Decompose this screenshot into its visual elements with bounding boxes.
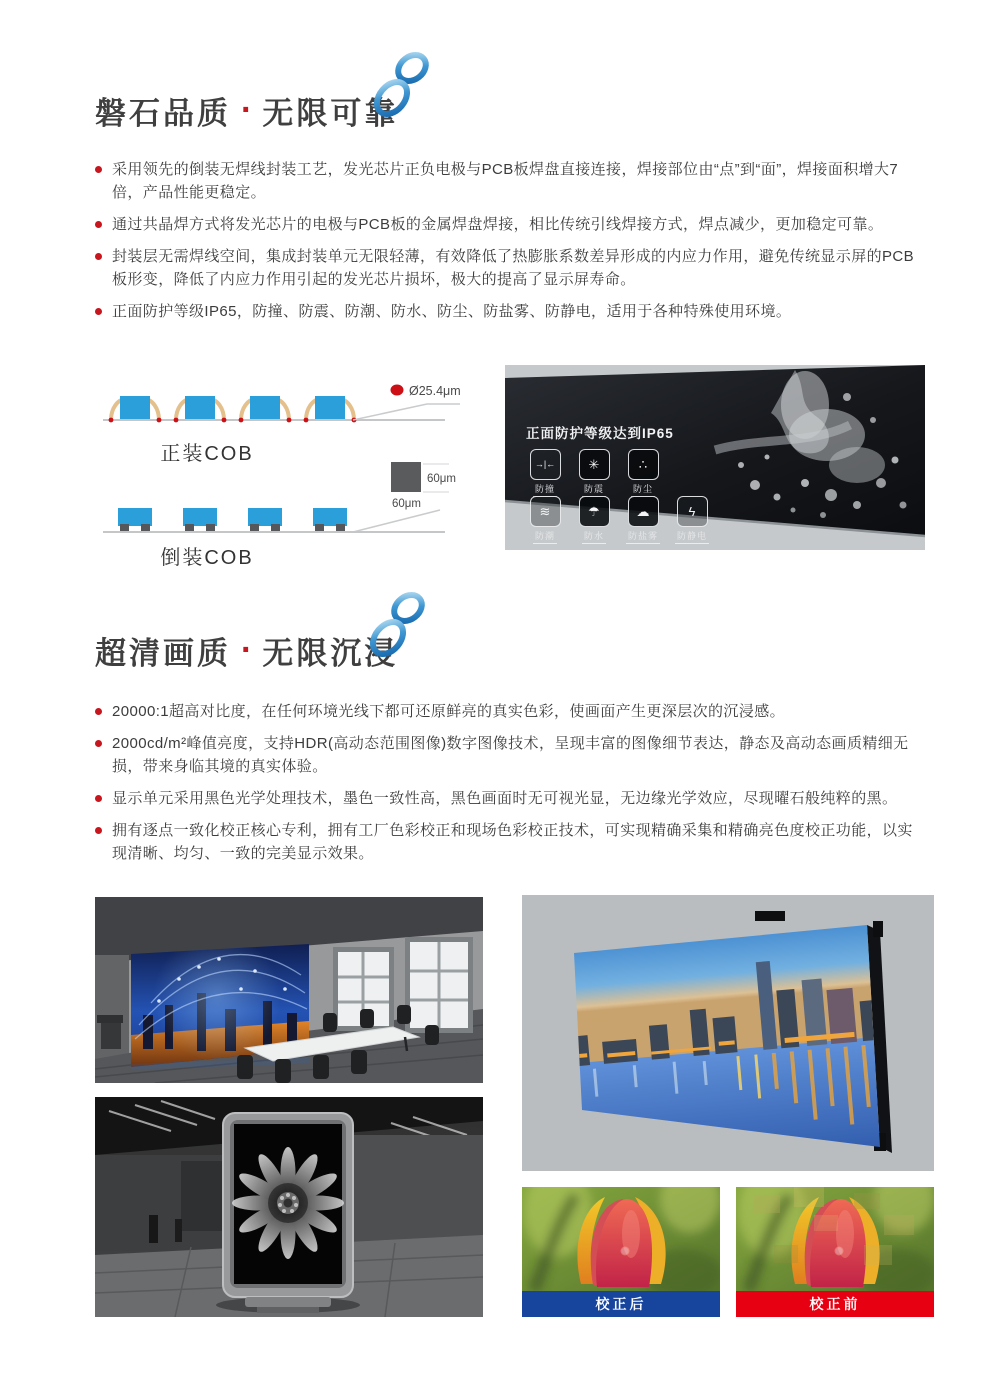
bullet-item (95, 819, 919, 865)
icon-label: 防静电 (675, 529, 709, 544)
bullet-item (95, 732, 919, 778)
window (405, 937, 473, 1033)
bullet-text: 采用领先的倒装无焊线封装工艺，发光芯片正负电极与PCB板焊盘直接连接，焊接部位由“点”到“面”，焊接面积增大7倍，产品性能更稳定。 (112, 161, 899, 201)
anti-salt-spray-icon: ☁ (628, 496, 659, 527)
bullet-item (95, 158, 919, 204)
bullet-text: 显示单元采用黑色光学处理技术，墨色一致性高，黑色画面时无可视光显，无边缘光学效应，尽现曜石般纯粹的黑。 (112, 790, 898, 807)
top-cob-label: 正装COB (160, 443, 254, 465)
icon-label: 防撞 (533, 482, 557, 497)
tulip-after-caption: 校正后 (522, 1291, 720, 1317)
anti-dust-icon: ∴ (628, 449, 659, 480)
anti-collision-icon: →|← (530, 449, 561, 480)
section1-title-left: 磐石品质 (95, 95, 231, 131)
bullet-item (95, 300, 919, 323)
section2-title-right: 无限沉浸 (262, 635, 399, 671)
picture-meeting-room (95, 897, 483, 1083)
anti-shock-item (572, 449, 616, 497)
infinity-logo-icon (362, 48, 440, 124)
ip65-protection-photo (505, 365, 925, 550)
infinity-logo-icon (358, 588, 436, 664)
chip-height-label: 60μm (427, 473, 456, 485)
bullet-text: 2000cd/m²峰值亮度，支持HDR(高动态范围图像)数字图像技术，呈现丰富的图像细节表达，静态及高动态画质精细无损，带来身临其境的真实体验。 (112, 735, 909, 775)
bullet-text: 20000:1超高对比度，在任何环境光线下都可还原鲜亮的真实色彩，使画面产生更深层次的沉浸感。 (112, 703, 786, 720)
anti-salt-spray-item (621, 496, 665, 544)
bullet-text: 拥有逐点一致化校正核心专利，拥有工厂色彩校正和现场色彩校正技术，可实现精确采集和精确亮色度校正功能，以实现清晰、均匀、一致的完美显示效果。 (112, 822, 913, 862)
picture-tulip-before (736, 1187, 934, 1317)
chip-width-label: 60μm (392, 498, 421, 510)
tulip-before-caption: 校正前 (736, 1291, 934, 1317)
bottom-cob-label: 倒装COB (160, 547, 254, 566)
icon-label: 防盐雾 (626, 529, 660, 544)
anti-shock-icon: ✳ (579, 449, 610, 480)
bullet-item (95, 787, 919, 810)
title-dot-separator: · (241, 631, 253, 669)
icon-label: 防潮 (533, 529, 557, 544)
cob-diagram (95, 368, 480, 566)
bullet-text: 封装层无需焊线空间，集成封装单元无限轻薄，有效降低了热膨胀系数差异形成的内应力作用，避免传统显示屏的PCB板形变，降低了内应力作用引起的发光芯片损坏，极大的提高了显示屏寿命。 (112, 248, 915, 288)
bullet-text: 通过共晶焊方式将发光芯片的电极与PCB板的金属焊盘焊接，相比传统引线焊接方式，焊点减少，更加稳定可靠。 (112, 216, 884, 233)
picture-flower-kiosk (95, 1097, 483, 1317)
wire-diameter-dot (391, 385, 404, 396)
wire-diameter-label: Ø25.4μm (409, 384, 461, 398)
protection-caption: 正面防护等级达到IP65 (526, 426, 674, 441)
anti-static-icon: ϟ (677, 496, 708, 527)
protection-icons-row2 (523, 496, 714, 544)
section2-header (95, 628, 398, 672)
anti-moisture-item (523, 496, 567, 544)
icon-label: 防水 (582, 529, 606, 544)
picture-city-display (522, 895, 934, 1171)
title-dot-separator: · (241, 91, 253, 129)
bullet-item (95, 700, 919, 723)
anti-collision-item (523, 449, 567, 497)
picture-tulip-after (522, 1187, 720, 1317)
bullet-text: 正面防护等级IP65，防撞、防震、防潮、防水、防尘、防盐雾、防静电，适用于各种特殊使用环境。 (112, 303, 792, 320)
protection-icons-row1 (523, 449, 665, 497)
section2-title-left: 超清画质 (95, 635, 231, 671)
anti-static-item (670, 496, 714, 544)
chip-size-square (391, 462, 421, 492)
bullet-item (95, 213, 919, 236)
anti-dust-item (621, 449, 665, 497)
section2-bullet-list (95, 700, 919, 874)
icon-label: 防尘 (631, 482, 655, 497)
anti-moisture-icon: ≋ (530, 496, 561, 527)
waterproof-icon: ☂ (579, 496, 610, 527)
section1-bullet-list (95, 158, 919, 332)
section1-header (95, 88, 398, 132)
section1-title-right: 无限可靠 (262, 95, 399, 131)
waterproof-item (572, 496, 616, 544)
icon-label: 防震 (582, 482, 606, 497)
bullet-item (95, 245, 919, 291)
